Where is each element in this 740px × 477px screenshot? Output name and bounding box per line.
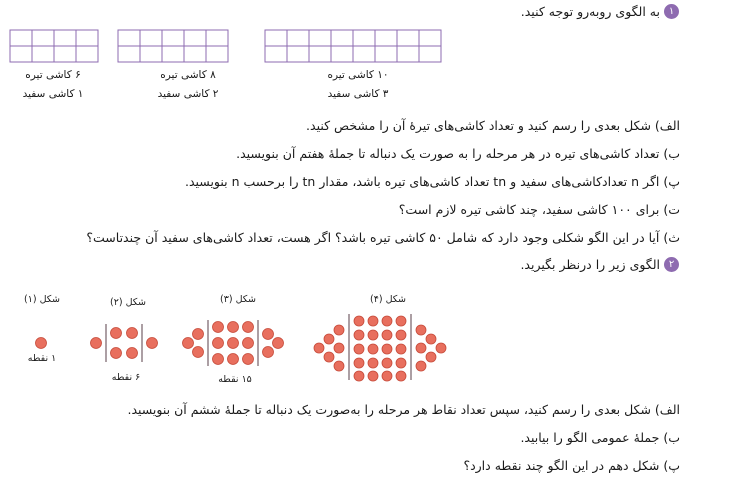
shape-2-title: شکل (۲) bbox=[110, 297, 146, 308]
q1-item-s: ث) آیا در این الگو شکلی وجود دارد که شامل ۵۰ کاشی تیره باشد؟ اگر هست، تعداد کاشی‌های سفید آن چندتاست؟ bbox=[86, 230, 680, 245]
shape-1-title: شکل (۱) bbox=[24, 294, 60, 305]
q1-item-t: ت) برای ۱۰۰ کاشی سفید، چند کاشی تیره لازم است؟ bbox=[398, 202, 680, 217]
q2-item-b: ب) جملهٔ عمومی الگو را بیابید. bbox=[520, 430, 680, 445]
shape-2-dots bbox=[91, 324, 158, 362]
question-2-intro: الگوی زیر را درنظر بگیرید. bbox=[520, 257, 660, 272]
tile-figure-2 bbox=[118, 30, 228, 62]
tile-figure-1-dark: ۶ کاشی تیره bbox=[25, 69, 81, 81]
shape-1-caption: ۱ نقطه bbox=[27, 353, 57, 364]
tile-figure-3 bbox=[265, 30, 441, 62]
shape-2-caption: ۶ نقطه bbox=[111, 372, 141, 383]
tile-figure-2-dark: ۸ کاشی تیره bbox=[160, 69, 216, 81]
shape-1-dots bbox=[36, 338, 47, 349]
q1-item-p: پ) اگر n تعدادکاشی‌های سفید و tn تعداد کاشی‌های تیره باشد، مقدار tn را برحسب n بنویسید. bbox=[185, 174, 680, 189]
q1-item-a: الف) شکل بعدی را رسم کنید و تعداد کاشی‌های تیرهٔ آن را مشخص کنید. bbox=[306, 118, 680, 133]
shape-4-dots bbox=[314, 314, 446, 381]
tile-pattern-figures bbox=[0, 28, 740, 68]
q1-item-b: ب) تعداد کاشی‌های تیره در هر مرحله را به صورت یک دنباله تا جملهٔ هفتم آن بنویسید. bbox=[236, 146, 680, 161]
tile-figure-3-light: ۳ کاشی سفید bbox=[327, 88, 389, 100]
shape-4-title: شکل (۴) bbox=[370, 294, 406, 305]
shape-3-title: شکل (۳) bbox=[220, 294, 256, 305]
tile-figure-1 bbox=[10, 30, 98, 62]
tile-figure-3-dark: ۱۰ کاشی تیره bbox=[327, 69, 389, 81]
q2-item-p: پ) شکل دهم در این الگو چند نقطه دارد؟ bbox=[463, 458, 680, 473]
question-1-intro: به الگوی روبه‌رو توجه کنید. bbox=[520, 4, 660, 19]
tile-figure-2-light: ۲ کاشی سفید bbox=[157, 88, 219, 100]
tile-figure-1-light: ۱ کاشی سفید bbox=[22, 88, 84, 100]
shape-3-caption: ۱۵ نقطه bbox=[218, 374, 252, 385]
q2-item-a: الف) شکل بعدی را رسم کنید، سپس تعداد نقاط هر مرحله را به‌صورت یک دنباله تا جملهٔ ششم آن بنویسید. bbox=[127, 402, 680, 417]
question-1-badge: ۱ bbox=[664, 4, 679, 19]
shape-3-dots bbox=[183, 320, 284, 366]
question-2-badge: ۲ bbox=[664, 257, 679, 272]
